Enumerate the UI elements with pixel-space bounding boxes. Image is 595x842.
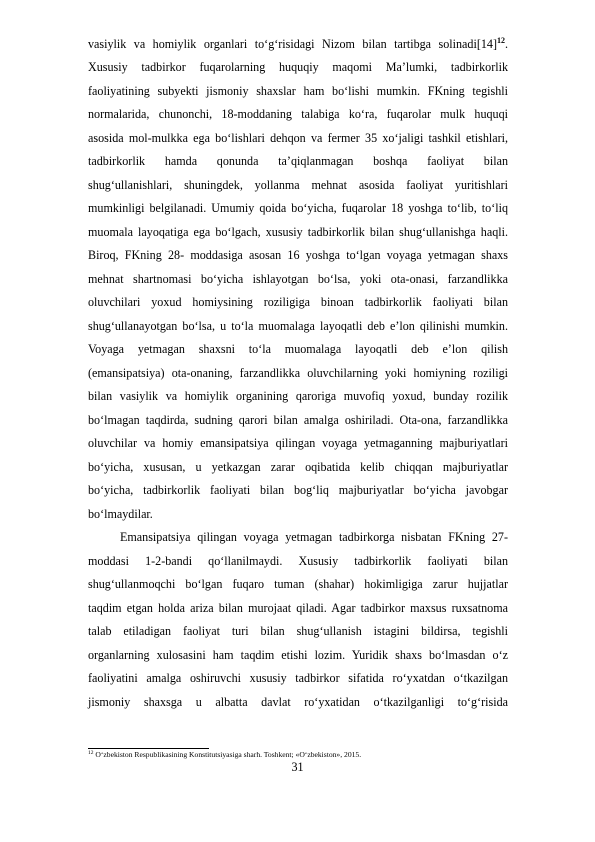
paragraph-end-line: bo‘lmaydilar. — [88, 506, 153, 521]
text-line: tadbirkorlik hamda qonunda ta’qiqlanmagan boshqa faoliyat bilan — [88, 154, 508, 168]
text-line: organlarning xulosasini ham taqdim etishi lozim. Yuridik shaxs bo‘lmasdan o‘z — [88, 647, 508, 662]
paragraph-start-line: Emansipatsiya qilingan voyaga yetmagan tadbirkorga nisbatan FKning 27- — [120, 530, 508, 544]
text-line: shug‘ullanmoqchi bo‘lgan fuqaro tuman (shahar) hokimligiga zarur hujjatlar — [88, 577, 508, 591]
text-line: taqdim etgan holda ariza bilan murojaat qiladi. Agar tadbirkor maxsus ruxsatnoma — [88, 600, 508, 615]
text-line: (emansipatsiya) ota-onaning, farzandlikka oluvchilarning yoki homiyning roziligi — [88, 365, 508, 380]
text-line: jismoniy shaxsga u albatta davlat ro‘yxatidan o‘tkazilganligi to‘g‘risida — [88, 694, 508, 709]
text-line: faoliyatini amalga oshiruvchi xususiy tadbirkor sifatida ro‘yxatdan o‘tkazilgan — [88, 671, 508, 685]
footnote-divider — [88, 748, 209, 749]
page-number: 31 — [291, 760, 304, 774]
footnote-reference[interactable]: 12 — [496, 35, 505, 45]
footnote — [88, 750, 508, 760]
footnote-text: O‘zbekiston Respublikasining Konstitutsiyasiga sharh. Toshkent; «O‘zbekiston», 2015. — [93, 750, 362, 759]
text-line: Voyaga yetmagan shaxsni to‘la muomalaga layoqatli deb e’lon qilish — [88, 342, 508, 356]
text-line: bo‘yicha, xususan, u yetkazgan zarar oqibatida kelib chiqqan majburiyatlar — [88, 459, 508, 474]
text-line: oluvchilari yoxud homiysining roziligiga binoan tadbirkorlik faoliyati bilan — [88, 295, 508, 309]
text-line: shug‘ullanayotgan bo‘lsa, u to‘la muomalaga layoqatli deb e’lon qilinishi mumkin. — [88, 318, 508, 333]
footnote-mark: 12 — [88, 750, 94, 756]
text-line: Xususiy tadbirkor fuqarolarning huquqiy maqomi Ma’lumki, tadbirkorlik — [88, 60, 508, 74]
text-line: asosida mol-mulkka ega bo‘lishlari dehqon va fermer 35 xo‘jaligi tashkil etishlari, — [88, 130, 508, 145]
text-line: faoliyatining subyekti jismoniy shaxslar ham bo‘lishi mumkin. FKning tegishli — [88, 83, 508, 98]
text-line: talab etiladigan faoliyat turi bilan shug‘ullanish istagini bildirsa, tegishli — [88, 624, 508, 638]
text-line: bo‘yicha, tadbirkorlik faoliyati bilan bog‘liq majburiyatlar bo‘yicha javobgar — [88, 483, 508, 497]
text-line: muomala layoqatiga ega bo‘lgach, xususiy tadbirkorlik bilan shug‘ullanishga haqli. — [88, 224, 508, 239]
text-line: bo‘lmagan taqdirda, sudning qarori bilan amalga oshiriladi. Ota-ona, farzandlikka — [88, 412, 508, 427]
text-line: bilan vasiylik va homiylik organining qaroriga muvofiq yoxud, bunday rozilik — [88, 389, 508, 403]
text-line: moddasi 1-2-bandi qo‘llanilmaydi. Xususiy tadbirkorlik faoliyati bilan — [88, 553, 508, 568]
text-line: vasiylik va homiylik organlari to‘g‘risidagi Nizom bilan tartibga $solinadi[14]^{12}$. — [88, 35, 508, 51]
text-line: oluvchilar va homiy emansipatsiya qilingan voyaga yetmaganning majburiyatlari — [88, 436, 508, 450]
text-line: normalarida, chunonchi, 18-moddaning talabiga ko‘ra, fuqarolar mulk huquqi — [88, 107, 508, 121]
text-line: Biroq, FKning 28- moddasiga asosan 16 yoshga to‘lgan voyaga yetmagan shaxs — [88, 248, 508, 262]
text-line: mumkinligi belgilanadi. Umumiy qoida bo‘yicha, fuqarolar 18 yoshga to‘lib, to‘liq — [88, 201, 508, 215]
text-line: shug‘ullanishlari, shuningdek, yollanma mehnat asosida faoliyat yuritishlari — [88, 177, 508, 192]
text-line: mehnat shartnomasi bo‘yicha ishlayotgan bo‘lsa, yoki ota-onasi, farzandlikka — [88, 271, 508, 286]
body-text — [88, 33, 508, 715]
